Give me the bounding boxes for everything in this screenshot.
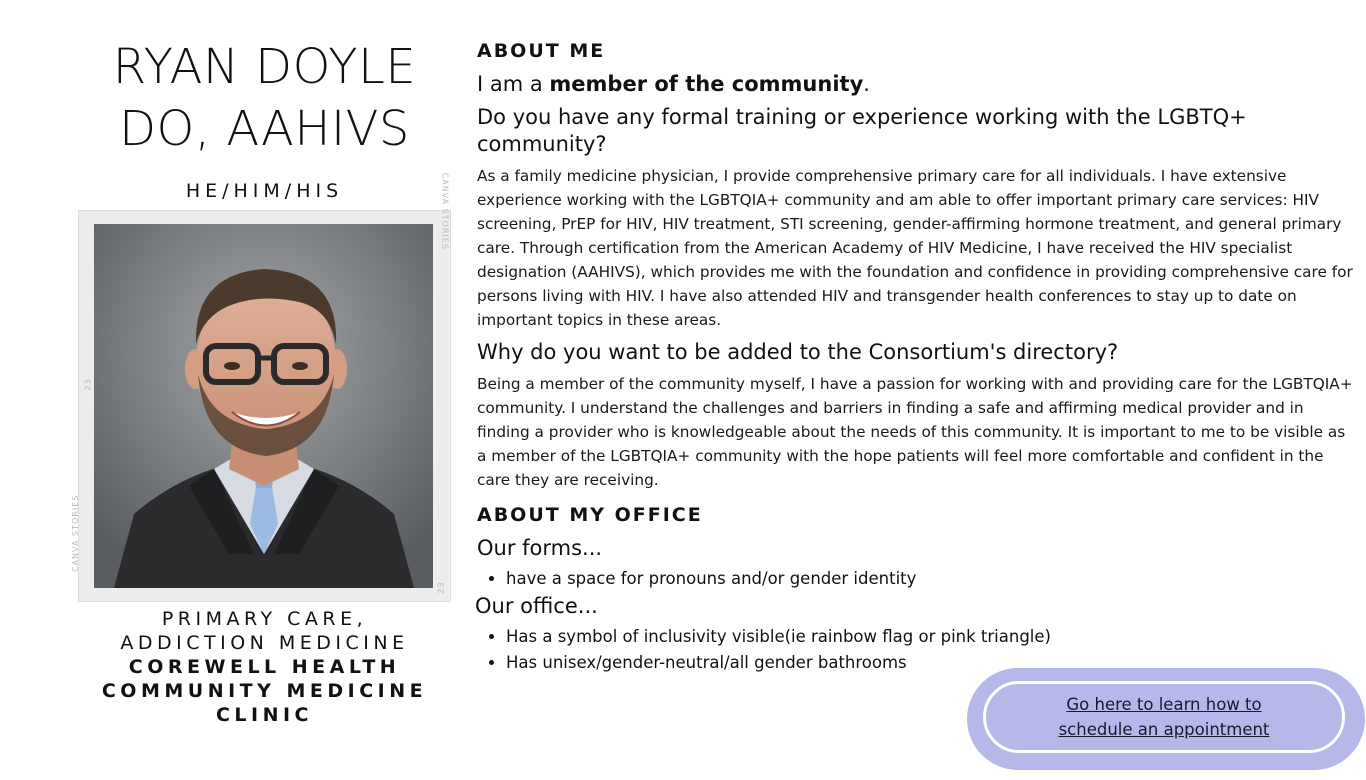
question-directory: Why do you want to be added to the Consortium's directory? [477,340,1119,364]
portrait-illustration [94,224,433,588]
frame-number-right: 23 [436,581,446,594]
profile-photo [94,224,433,588]
clinic-line2: COMMUNITY MEDICINE [101,680,428,702]
frame-watermark-left: CANVA STORIES [71,494,80,572]
answer-training: As a family medicine physician, I provide comprehensive primary care for all individuals. I have extensive experience working with the LGBTQIA+ community and am able to offer important primary care services: HIV screening, PrEP for HIV, HIV treatment, STI screening, gender-affirming hormone treatment, and general primary care. Through certification from the American Academy of HIV Medicine, I have received the HIV specialist designation (AAHIVS), which provides me with the foundation and confidence in providing comprehensive care for persons living with HIV. I have also attended HIV and transgender health conferences to stay up to date on important topics in these areas. [477,167,1353,329]
provider-credentials-line: DO, AAHIVS [119,101,410,157]
specialty-line1: PRIMARY CARE, [161,608,368,630]
statement-emphasis: member of the community [549,72,864,96]
profile-details [477,38,1357,676]
list-item: • Has a symbol of inclusivity visible(ie rainbow flag or pink triangle) [506,624,1357,650]
specialty-line2: ADDICTION MEDICINE [120,632,409,654]
forms-heading: Our forms... [477,536,603,560]
statement-suffix: . [863,72,870,96]
about-office-heading: ABOUT MY OFFICE [477,504,703,526]
list-item: • Has unisex/gender-neutral/all gender bathrooms [506,650,1357,676]
schedule-appointment-link[interactable]: Go here to learn how to schedule an appointment [1058,695,1270,739]
about-me-heading: ABOUT ME [477,40,606,62]
community-statement [477,70,1357,98]
forms-list [477,566,1357,592]
appointment-cta [967,668,1365,770]
answer-directory: Being a member of the community myself, I have a passion for working with and providing care for the LGBTQIA+ community. I understand the challenges and barriers in finding a safe and affirming medical provider and in finding a provider who is knowledgeable about the needs of this community. It is important to me to be visible as a member of the LGBTQIA+ community with the hope patients will feel more comfortable and confident in the care they are receiving. [477,375,1353,489]
office-heading: Our office... [475,594,598,618]
clinic-name [78,655,451,727]
clinic-line1: COREWELL HEALTH [128,656,401,678]
pronouns: HE/HIM/HIS [185,180,344,202]
question-training: Do you have any formal training or experience working with the LGBTQ+ community? [477,105,1247,156]
provider-name [78,36,451,160]
appointment-button[interactable] [983,681,1345,753]
provider-name-line1: RYAN DOYLE [112,39,417,95]
frame-watermark-right: CANVA STORIES [440,172,449,250]
statement-prefix: I am a [477,72,550,96]
list-item: • have a space for pronouns and/or gender identity [506,566,1357,592]
clinic-line3: CLINIC [215,704,314,726]
frame-number-left: 23 [83,378,93,391]
specialty [78,607,451,655]
